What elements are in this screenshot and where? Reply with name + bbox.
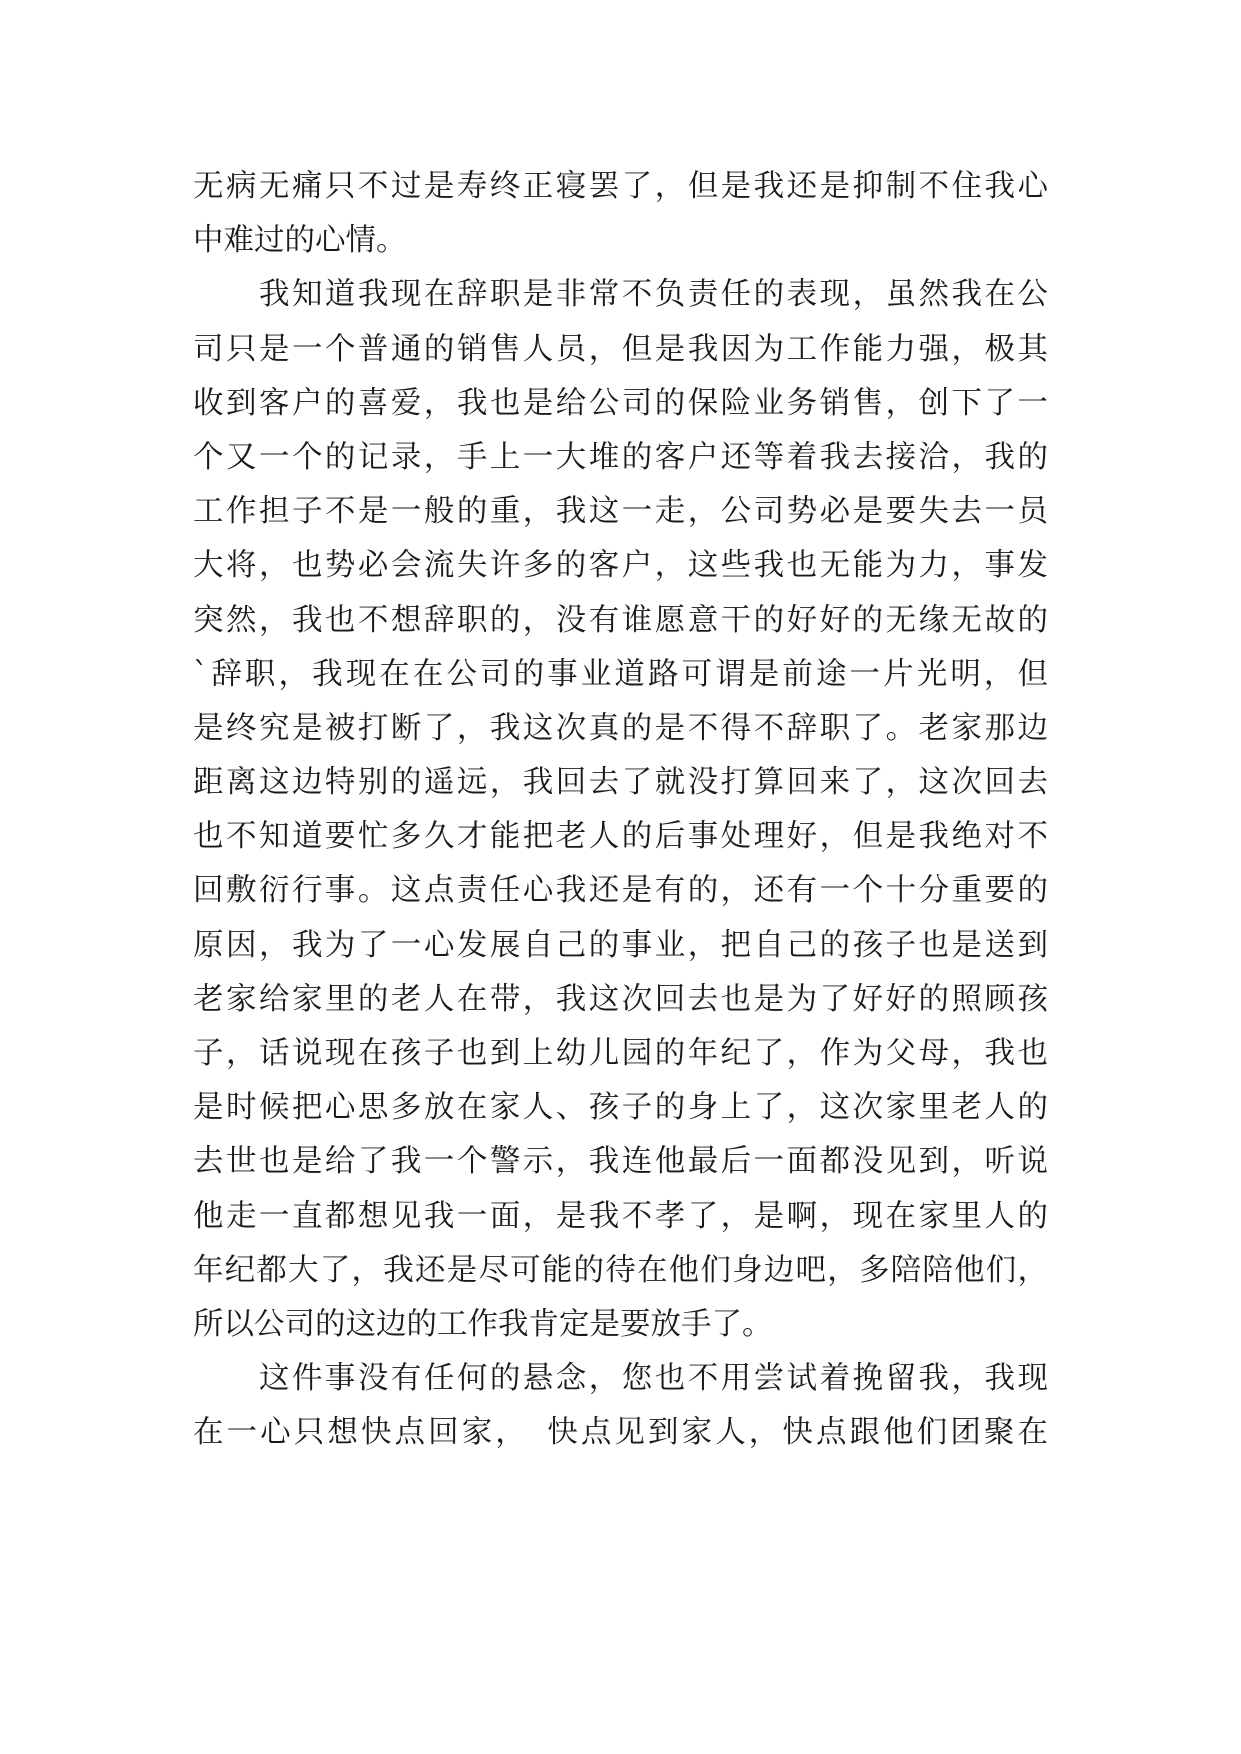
text-line: 收到客户的喜爱，我也是给公司的保险业务销售，创下了一 (193, 385, 1048, 421)
text-line: 我知道我现在辞职是非常不负责任的表现，虽然我在公 (193, 277, 1048, 313)
text-line: 大将，也势必会流失许多的客户，这些我也无能为力，事发 (193, 548, 1048, 584)
text-line: 原因，我为了一心发展自己的事业，把自己的孩子也是送到 (193, 927, 1048, 963)
text-line: 突然，我也不想辞职的，没有谁愿意干的好好的无缘无故的 (193, 602, 1048, 638)
text-line: 回敷衍行事。这点责任心我还是有的，还有一个十分重要的 (193, 873, 1048, 909)
text-line: 去世也是给了我一个警示，我连他最后一面都没见到，听说 (193, 1144, 1048, 1180)
text-line: 个又一个的记录，手上一大堆的客户还等着我去接洽，我的 (193, 439, 1048, 475)
text-line: 中难过的心情。 (193, 223, 407, 259)
text-line: 是终究是被打断了，我这次真的是不得不辞职了。老家那边 (193, 710, 1048, 746)
text-line: 工作担子不是一般的重，我这一走，公司势必是要失去一员 (193, 494, 1048, 530)
text-line: 无病无痛只不过是寿终正寝罢了，但是我还是抑制不住我心 (193, 169, 1048, 204)
body-text (193, 160, 1048, 1461)
text-line: 在一心只想快点回家， 快点见到家人，快点跟他们团聚在 (193, 1415, 1048, 1451)
text-line: 他走一直都想见我一面，是我不孝了，是啊，现在家里人的 (193, 1198, 1048, 1234)
text-line: 距离这边特别的遥远，我回去了就没打算回来了，这次回去 (193, 765, 1048, 801)
text-line: 司只是一个普通的销售人员，但是我因为工作能力强，极其 (193, 331, 1048, 367)
text-line: 老家给家里的老人在带，我这次回去也是为了好好的照顾孩 (193, 981, 1048, 1017)
text-line: 所以公司的这边的工作我肯定是要放手了。 (193, 1306, 773, 1342)
text-line: 年纪都大了，我还是尽可能的待在他们身边吧，多陪陪他们， (193, 1252, 1048, 1288)
text-line: 这件事没有任何的悬念，您也不用尝试着挽留我，我现 (193, 1361, 1048, 1397)
text-line: 是时候把心思多放在家人、孩子的身上了，这次家里老人的 (193, 1090, 1048, 1126)
text-line: 也不知道要忙多久才能把老人的后事处理好，但是我绝对不 (193, 819, 1048, 855)
text-line: `辞职，我现在在公司的事业道路可谓是前途一片光明，但 (193, 656, 1048, 692)
text-line: 子，话说现在孩子也到上幼儿园的年纪了，作为父母，我也 (193, 1036, 1048, 1071)
